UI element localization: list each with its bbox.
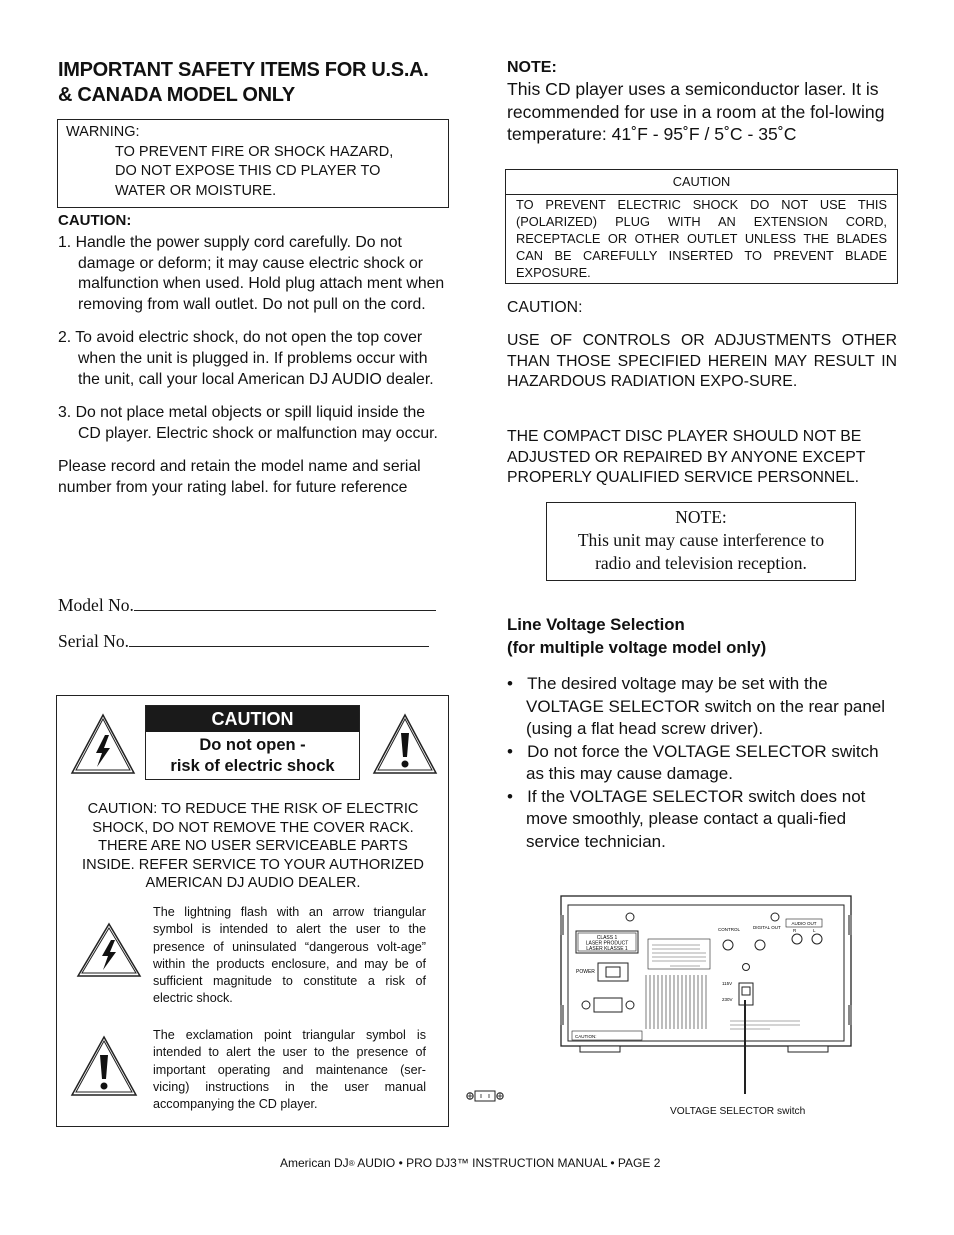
bullet-item-2: • Do not force the VOLTAGE SELECTOR switch as this may cause damage. (507, 741, 879, 783)
caution-list (58, 233, 448, 498)
model-label: Model No. (58, 595, 134, 615)
caution-banner-title: CAUTION (146, 706, 359, 732)
plug-caution-header: CAUTION (506, 170, 897, 195)
title-line-2: & CANADA MODEL ONLY (58, 84, 295, 106)
plug-caution-box (505, 169, 898, 284)
digital-out-label: DIGITAL OUT (753, 925, 781, 930)
voltage-pointer-line (744, 1000, 746, 1094)
caution-banner (145, 705, 360, 780)
voltage-pointer-end (744, 1094, 746, 1102)
interference-note-line-1: This unit may cause interference to (577, 530, 825, 550)
caution-banner-line-1: Do not open - (199, 736, 306, 754)
warning-line-3: WATER OR MOISTURE. (115, 182, 277, 199)
footer-brand: American DJ (280, 1156, 349, 1170)
power-label: POWER (576, 969, 595, 975)
plug-caution-body: TO PREVENT ELECTRIC SHOCK DO NOT USE THIS (POLARIZED) PLUG WITH AN EXTENSION CORD, RECEPTACLE OR OTHER OUTLET UNLESS THE BLADES CAN BE CAREFULLY INSERTED TO PREVENT BLADE EXPOSURE. (516, 197, 887, 280)
plug-symbol-icon (466, 1089, 504, 1103)
laser-product-label: LASER PRODUCT (585, 940, 629, 947)
bullet-item-3: • If the VOLTAGE SELECTOR switch does not move smoothly, please contact a quali-fied service technician. (507, 786, 866, 851)
title-line-1: IMPORTANT SAFETY ITEMS FOR U.S.A. (58, 59, 429, 81)
caution-heading-right: CAUTION: (507, 299, 583, 316)
serial-blank-line (129, 646, 429, 647)
lightning-symbol-text: The lightning flash with an arrow triangular symbol is intended to alert the user to the presence of uninsulated “dangerous volt-age” within the products enclosure, and may be of sufficient magnitude to constitute a risk of electric shock. (153, 905, 426, 1006)
page-footer (280, 1156, 700, 1170)
voltage-bullet-list (507, 673, 899, 853)
line-voltage-subtitle: (for multiple voltage model only) (507, 637, 767, 657)
warning-line-1: TO PREVENT FIRE OR SHOCK HAZARD, (115, 143, 394, 160)
voltage-230-label: 230V (722, 997, 733, 1002)
interference-note-box (546, 502, 856, 581)
voltage-115-label: 115V (722, 981, 733, 986)
rear-panel-diagram (560, 895, 852, 1055)
control-label: CONTROL (718, 927, 741, 932)
exclamation-symbol-text: The exclamation point triangular symbol is intended to alert the user to the presence of important operating and maintenance (ser-vicing) instructions in the user manual accompanying the CD player. (153, 1028, 426, 1112)
model-number-field (58, 595, 436, 616)
exclamation-symbol-icon (70, 1035, 138, 1097)
lightning-symbol-icon (76, 922, 142, 978)
audio-r-label: R (793, 928, 797, 933)
controls-caution-text: USE OF CONTROLS OR ADJUSTMENTS OTHER THAN THOSE SPECIFIED HEREIN MAY RESULT IN HAZARDOUS RADIATION EXPO-SURE. (507, 332, 897, 391)
voltage-selector-caption: VOLTAGE SELECTOR switch (670, 1106, 806, 1117)
footer-manual-title: AUDIO • PRO DJ3™ INSTRUCTION MANUAL • PAGE 2 (354, 1156, 661, 1170)
class1-label: CLASS 1 (596, 935, 618, 941)
audio-l-label: L (813, 928, 816, 933)
bullet-item-1-text: The desired voltage may be set with the VOLTAGE SELECTOR switch on the rear panel (using a flat head screw driver). (526, 674, 886, 738)
laser-note (507, 58, 899, 146)
warning-line-2: DO NOT EXPOSE THIS CD PLAYER TO (115, 163, 381, 179)
caution-item-1: 1. Handle the power supply cord carefully. Do not damage or deform; it may cause electric shock or malfunction when used. Hold plug attach ment when removing from wall outlet. Do not pull on the cord. (58, 234, 445, 314)
caution-strip-label: CAUTION: (575, 1034, 597, 1039)
note-text: This CD player uses a semiconductor laser. It is recommended for use in a room at the fol-lowing temperature: 41˚F - 95˚F / 5˚C - 35˚C (507, 79, 885, 144)
caution-item-2: 2. To avoid electric shock, do not open the top cover when the unit is plugged in. If problems occur with the unit, call your local American DJ AUDIO dealer. (58, 329, 434, 388)
cover-caution-text: CAUTION: TO REDUCE THE RISK OF ELECTRIC SHOCK, DO NOT REMOVE THE COVER RACK. THERE ARE NO USER SERVICEABLE PARTS INSIDE. REFER SERVICE TO YOUR AUTHORIZED AMERICAN DJ AUDIO DEALER. (82, 801, 424, 891)
audio-out-label: AUDIO OUT (791, 921, 817, 926)
model-blank-line (134, 610, 436, 611)
page-title (58, 58, 458, 108)
bullet-item-2-text: Do not force the VOLTAGE SELECTOR switch as this may cause damage. (526, 741, 879, 783)
caution-heading: CAUTION: (58, 212, 132, 229)
warning-label: WARNING: (66, 124, 140, 140)
caution-banner-line-2: risk of electric shock (170, 757, 335, 775)
exclamation-triangle-icon (372, 713, 438, 775)
warning-box (57, 119, 449, 208)
footer-registered: ® (348, 1159, 355, 1168)
bullet-item-1: • The desired voltage may be set with the VOLTAGE SELECTOR switch on the rear panel (using a flat head screw driver). (507, 674, 886, 738)
line-voltage-title: Line Voltage Selection (507, 615, 685, 634)
interference-note-title: NOTE: (675, 507, 727, 527)
interference-note-line-2: radio and television reception. (595, 553, 807, 573)
service-caution-text: THE COMPACT DISC PLAYER SHOULD NOT BE ADJUSTED OR REPAIRED BY ANYONE EXCEPT PROPERLY QUALIFIED SERVICE PERSONNEL. (507, 428, 866, 487)
note-heading: NOTE: (507, 59, 557, 76)
lightning-triangle-icon (70, 713, 136, 775)
record-text: Please record and retain the model name and serial number from your rating label. for future reference (58, 457, 421, 496)
serial-number-field (58, 631, 429, 652)
line-voltage-heading (507, 614, 766, 659)
caution-item-3: 3. Do not place metal objects or spill liquid inside the CD player. Electric shock or malfunction may occur. (58, 403, 438, 442)
laser-klasse-label: LASER KLASSE 1 (586, 946, 628, 952)
serial-label: Serial No. (58, 631, 129, 651)
bullet-item-3-text: If the VOLTAGE SELECTOR switch does not move smoothly, please contact a quali-fied service technician. (526, 786, 866, 851)
